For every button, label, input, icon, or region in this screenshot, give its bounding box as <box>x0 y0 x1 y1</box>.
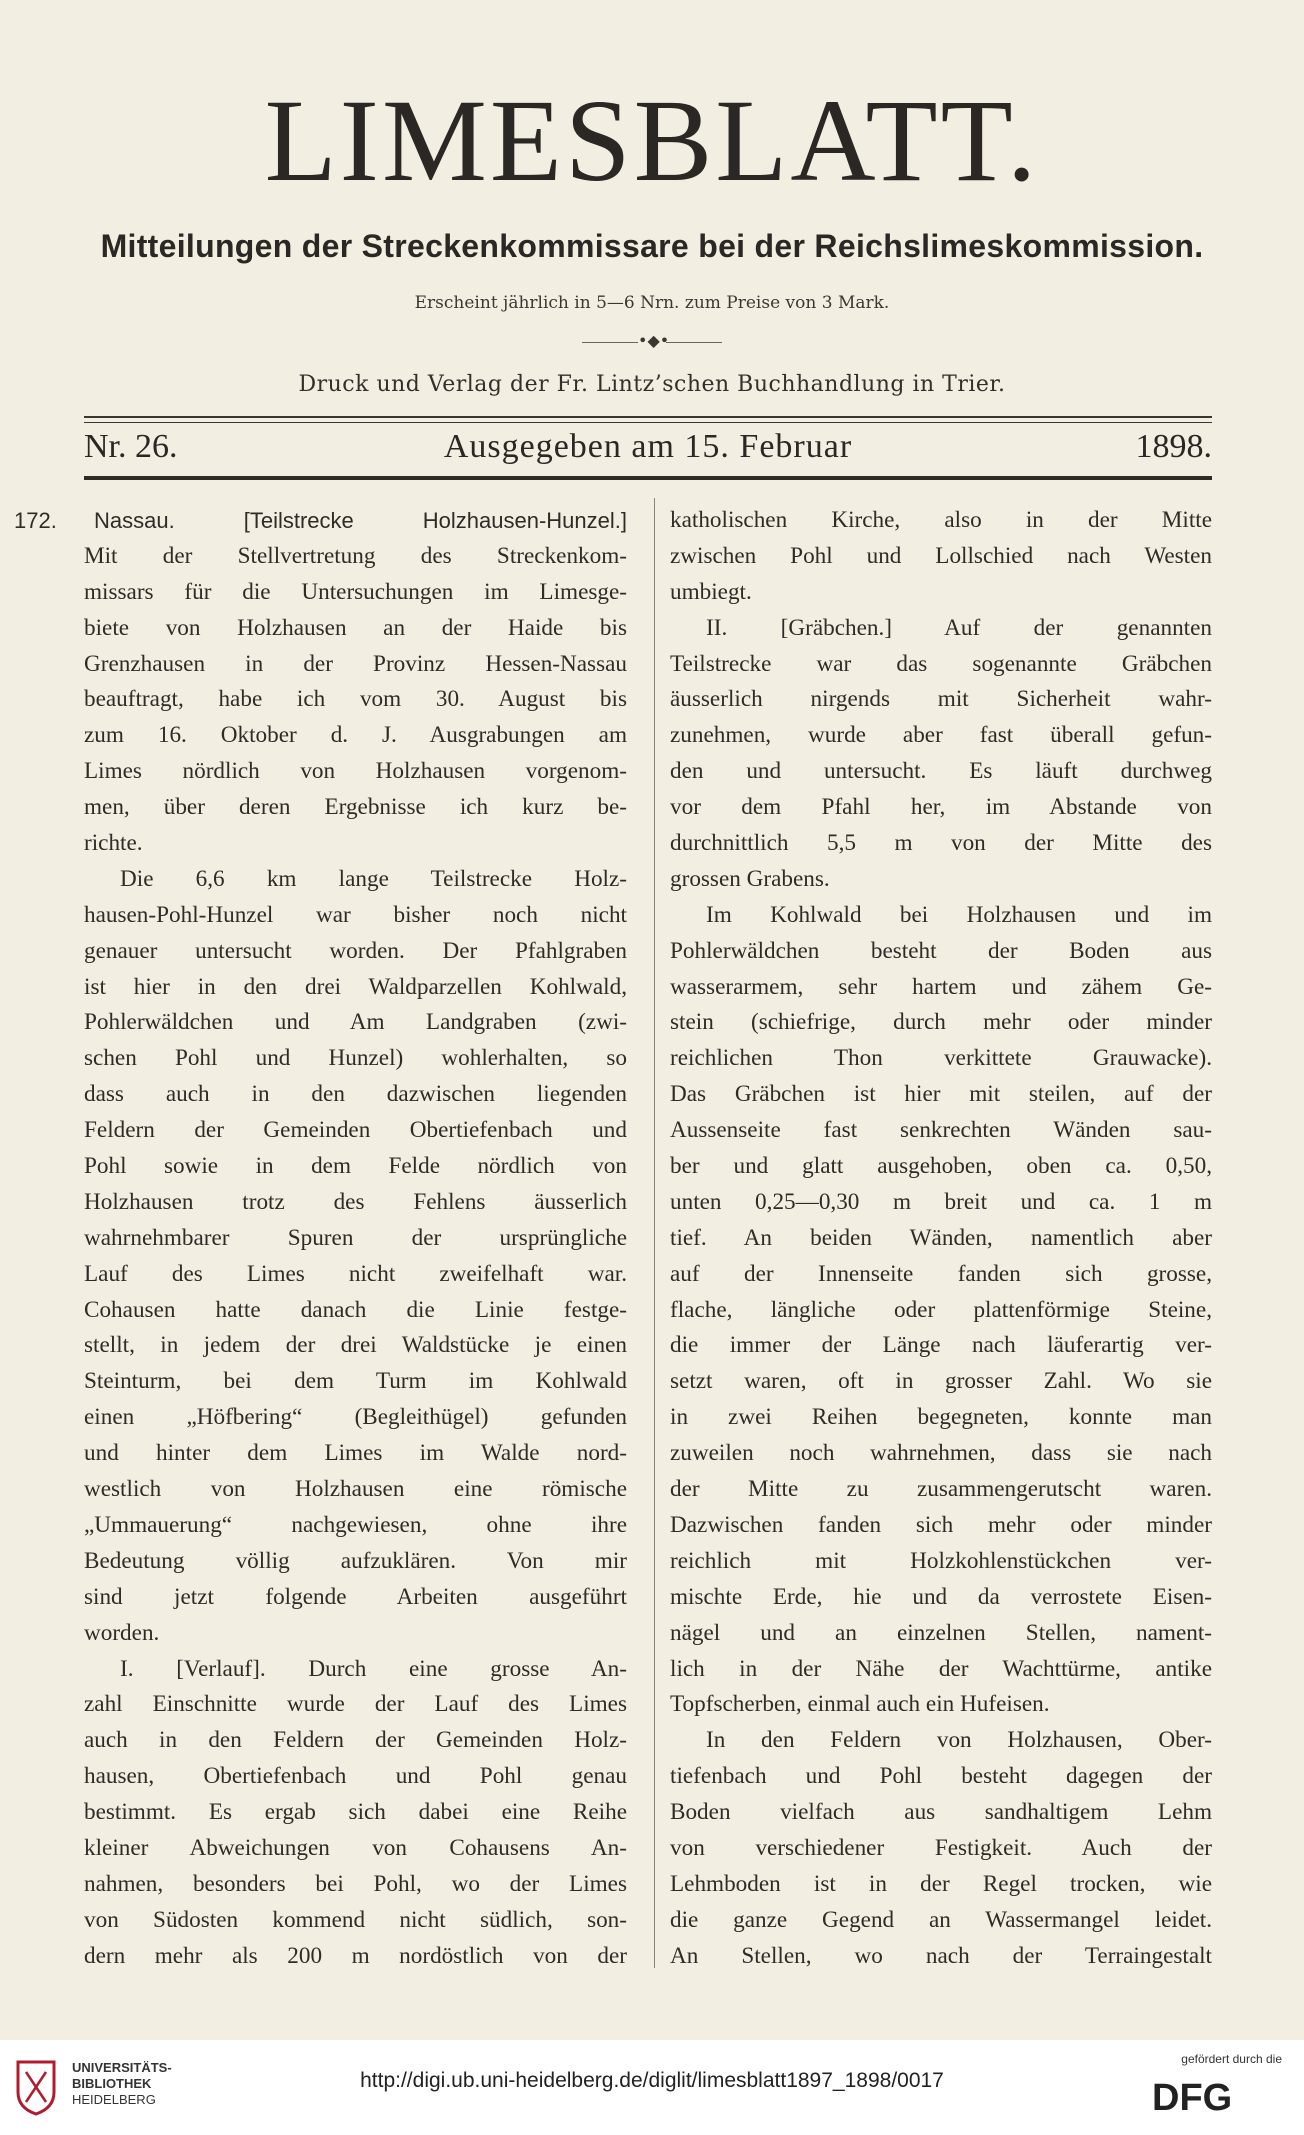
right-column-line: mischte Erde, hie und da verrostete Eisen- <box>670 1583 1212 1610</box>
left-column-line: missars für die Untersuchungen im Limesge- <box>84 578 627 605</box>
right-column-line: tiefenbach und Pohl besteht dagegen der <box>670 1763 1212 1790</box>
left-column-line: richte. <box>84 830 143 857</box>
left-text-column <box>84 503 627 1975</box>
right-column-line: zuweilen noch wahrnehmen, dass sie nach <box>670 1440 1212 1467</box>
left-column-line: ist hier in den drei Waldparzellen Kohlwald, <box>84 973 627 1000</box>
right-column-line: grossen Grabens. <box>670 865 830 892</box>
column-separator <box>654 498 655 1968</box>
ornament-glyph: •◆• <box>638 331 670 350</box>
right-column-line: II. [Gräbchen.] Auf der genannten <box>706 614 1212 641</box>
right-column-line: in zwei Reihen begegneten, konnte man <box>670 1404 1212 1431</box>
right-column-line: Boden vielfach aus sandhaltigem Lehm <box>670 1799 1212 1826</box>
right-column-line: lich in der Nähe der Wachttürme, antike <box>670 1655 1212 1682</box>
left-column-line: biete von Holzhausen an der Haide bis <box>84 614 627 641</box>
right-column-line: wasserarmem, sehr hartem und zähem Ge- <box>670 973 1212 1000</box>
permalink-url[interactable]: http://digi.ub.uni-heidelberg.de/diglit/limesblatt1897_1898/0017 <box>360 2069 944 2092</box>
right-text-column <box>670 503 1212 1975</box>
right-column-line: Im Kohlwald bei Holzhausen und im <box>706 901 1212 928</box>
left-column-line: Holzhausen trotz des Fehlens äusserlich <box>84 1188 627 1215</box>
right-column-line: die immer der Länge nach läuferartig ver- <box>670 1332 1212 1359</box>
left-column-line: hausen-Pohl-Hunzel war bisher noch nicht <box>84 901 627 928</box>
left-column-line: worden. <box>84 1619 160 1646</box>
left-column-line: und hinter dem Limes im Walde nord- <box>84 1440 627 1467</box>
left-column-line: kleiner Abweichungen von Cohausens An- <box>84 1834 627 1861</box>
left-column-line: bestimmt. Es ergab sich dabei eine Reihe <box>84 1799 627 1826</box>
uni-line-1: UNIVERSITÄTS- <box>72 2060 172 2075</box>
right-column-line: unten 0,25—0,30 m breit und ca. 1 m <box>670 1188 1212 1215</box>
right-column-line: der Mitte zu zusammengerutscht waren. <box>670 1476 1212 1503</box>
right-column-line: von verschiedener Festigkeit. Auch der <box>670 1834 1212 1861</box>
left-column-line: hausen, Obertiefenbach und Pohl genau <box>84 1763 627 1790</box>
right-column-line: katholischen Kirche, also in der Mitte <box>670 507 1212 533</box>
right-column-line: auf der Innenseite fanden sich grosse, <box>670 1260 1212 1287</box>
right-column-line: äusserlich nirgends mit Sicherheit wahr- <box>670 686 1212 713</box>
right-column-line: flache, längliche oder plattenförmige Steine, <box>670 1296 1212 1323</box>
right-column-line: tief. An beiden Wänden, namentlich aber <box>670 1224 1212 1251</box>
right-column-line: Teilstrecke war das sogenannte Gräbchen <box>670 650 1212 677</box>
digitization-footer <box>0 2040 1304 2135</box>
dfg-logo-text: DFG <box>1152 2077 1233 2116</box>
left-column-line: beauftragt, habe ich vom 30. August bis <box>84 686 627 713</box>
issue-line <box>84 428 1212 472</box>
right-column-line: In den Feldern von Holzhausen, Ober- <box>706 1727 1212 1754</box>
left-column-line: zahl Einschnitte wurde der Lauf des Limes <box>84 1691 627 1718</box>
masthead-subtitle: Mitteilungen der Streckenkommissare bei der Reichslimeskommission. <box>100 228 1204 264</box>
entry-number: 172. <box>14 508 57 533</box>
left-column-line: einen „Höfbering“ (Begleithügel) gefunden <box>84 1404 627 1431</box>
left-column-line: sind jetzt folgende Arbeiten ausgeführt <box>84 1583 627 1610</box>
left-column-line: Grenzhausen in der Provinz Hessen-Nassau <box>84 650 627 677</box>
issue-year: 1898. <box>1135 428 1212 465</box>
left-column-line: Mit der Stellvertretung des Streckenkom- <box>84 542 627 569</box>
uni-line-2: BIBLIOTHEK <box>72 2076 152 2091</box>
left-column-line: Feldern der Gemeinden Obertiefenbach und <box>84 1117 627 1144</box>
left-column-line: auch in den Feldern der Gemeinden Holz- <box>84 1727 627 1754</box>
right-column-line: durchnittlich 5,5 m von der Mitte des <box>670 830 1212 857</box>
left-column-line: „Ummauerung“ nachgewiesen, ohne ihre <box>84 1511 627 1538</box>
left-column-line: Bedeutung völlig aufzuklären. Von mir <box>84 1547 627 1574</box>
left-column-line: zum 16. Oktober d. J. Ausgrabungen am <box>84 722 627 749</box>
right-column-line: reichlichen Thon verkittete Grauwacke). <box>670 1045 1212 1072</box>
publisher-line: Druck und Verlag der Fr. Lintz’schen Buchhandlung in Trier. <box>298 372 1006 397</box>
left-column-line: Lauf des Limes nicht zweifelhaft war. <box>84 1260 627 1287</box>
left-column-line: genauer untersucht worden. Der Pfahlgraben <box>84 937 627 964</box>
left-column-line: nahmen, besonders bei Pohl, wo der Limes <box>84 1870 627 1897</box>
uni-line-3: HEIDELBERG <box>72 2092 156 2107</box>
left-column-line: Limes nördlich von Holzhausen vorgenom- <box>84 758 627 785</box>
left-column-line: Pohlerwäldchen und Am Landgraben (zwi- <box>84 1009 627 1036</box>
publication-frequency: Erscheint jährlich in 5—6 Nrn. zum Preise von 3 Mark. <box>414 293 890 313</box>
right-column-line: nägel und an einzelnen Stellen, nament- <box>670 1619 1212 1646</box>
right-column-line: Das Gräbchen ist hier mit steilen, auf der <box>670 1081 1212 1108</box>
left-column-line: Pohl sowie in dem Felde nördlich von <box>84 1153 627 1180</box>
right-column-line: Aussenseite fast senkrechten Wänden sau- <box>670 1117 1212 1144</box>
right-column-line: den und untersucht. Es läuft durchweg <box>670 758 1212 785</box>
right-column-line: setzt waren, oft in grosser Zahl. Wo sie <box>670 1368 1212 1395</box>
right-column-line: vor dem Pfahl her, im Abstande von <box>670 794 1212 821</box>
left-column-line: dern mehr als 200 m nordöstlich von der <box>84 1942 627 1969</box>
left-column-line: schen Pohl und Hunzel) wohlerhalten, so <box>84 1045 627 1072</box>
right-column-line: Dazwischen fanden sich mehr oder minder <box>670 1511 1212 1538</box>
header-rule-top-thin <box>84 422 1212 423</box>
issue-date: Ausgegeben am 15. Februar <box>443 428 853 465</box>
right-column-line: reichlich mit Holzkohlenstückchen ver- <box>670 1547 1212 1574</box>
header-rule-top <box>84 416 1212 418</box>
right-column-line: ber und glatt ausgehoben, oben ca. 0,50, <box>670 1153 1212 1180</box>
right-column-line: zwischen Pohl und Lollschied nach Westen <box>670 542 1212 569</box>
left-column-line: men, über deren Ergebnisse ich kurz be- <box>84 794 627 821</box>
funding-note: gefördert durch die <box>1181 2052 1282 2066</box>
right-column-line: zunehmen, wurde aber fast überall gefun- <box>670 722 1212 749</box>
right-column-line: An Stellen, wo nach der Terraingestalt <box>670 1942 1212 1969</box>
left-column-line: Nassau. [Teilstrecke Holzhausen-Hunzel.] <box>94 508 627 533</box>
left-column-line: stellt, in jedem der drei Waldstücke je einen <box>84 1332 627 1359</box>
right-column-line: stein (schiefrige, durch mehr oder minder <box>670 1009 1212 1036</box>
left-column-line: von Südosten kommend nicht südlich, son- <box>84 1906 627 1933</box>
left-column-line: Die 6,6 km lange Teilstrecke Holz- <box>120 865 627 892</box>
left-column-line: I. [Verlauf]. Durch eine grosse An- <box>120 1655 627 1682</box>
left-column-line: wahrnehmbarer Spuren der ursprüngliche <box>84 1224 627 1251</box>
header-rule-bottom <box>84 476 1212 480</box>
right-column-line: Pohlerwäldchen besteht der Boden aus <box>670 937 1212 964</box>
left-column-line: dass auch in den dazwischen liegenden <box>84 1081 627 1108</box>
right-column-line: die ganze Gegend an Wassermangel leidet. <box>670 1906 1212 1933</box>
right-column-line: Topfscherben, einmal auch ein Hufeisen. <box>670 1691 1050 1718</box>
masthead-title: LIMESBLATT. <box>264 75 1040 206</box>
right-column-line: Lehmboden ist in der Regel trocken, wie <box>670 1870 1212 1897</box>
right-column-line: umbiegt. <box>670 578 752 605</box>
ornament-divider <box>582 331 722 350</box>
dfg-logo-icon <box>1152 2076 1282 2116</box>
issue-number: Nr. 26. <box>84 428 178 465</box>
left-column-line: Cohausen hatte danach die Linie festge- <box>84 1296 627 1323</box>
left-column-line: Steinturm, bei dem Turm im Kohlwald <box>84 1368 627 1395</box>
left-column-line: westlich von Holzhausen eine römische <box>84 1476 627 1503</box>
